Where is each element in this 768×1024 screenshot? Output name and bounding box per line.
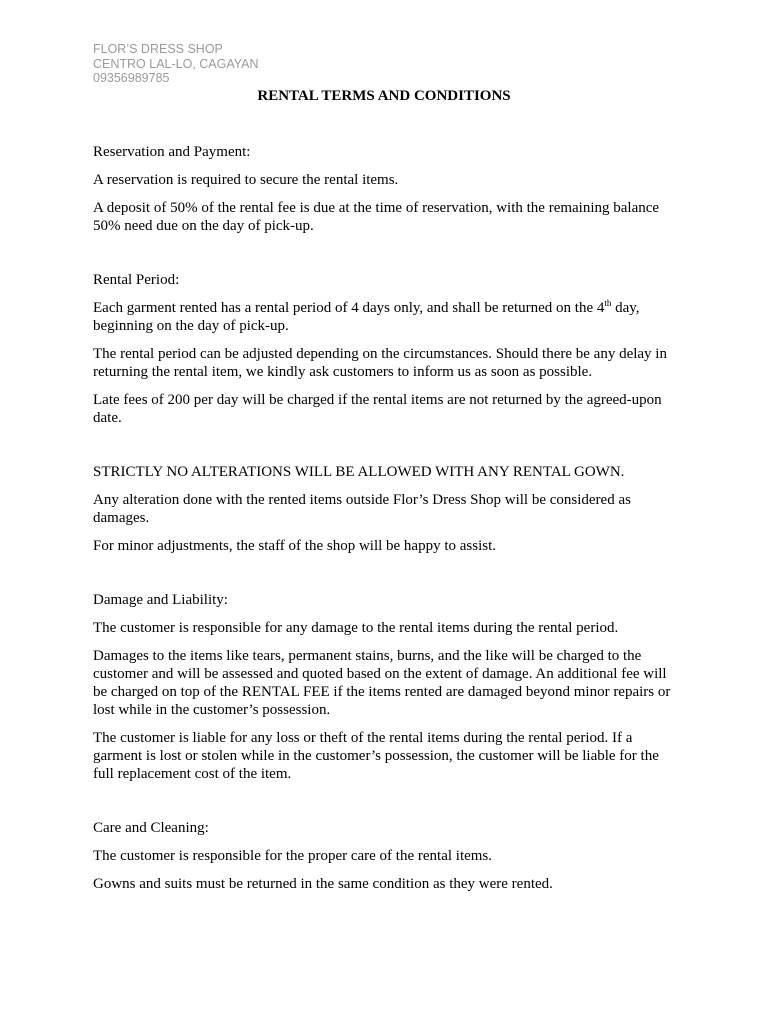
section-heading-rental-period: Rental Period: — [93, 272, 180, 288]
paragraph: The customer is responsible for any damage to the rental items during the rental period. — [93, 620, 619, 636]
section-heading-reservation: Reservation and Payment: — [93, 144, 251, 160]
shop-header — [93, 42, 259, 86]
section-heading-damage: Damage and Liability: — [93, 592, 228, 608]
paragraph: The rental period can be adjusted depending on the circumstances. Should there be any delay in returning the rental item, we kindly ask customers to inform us as soon as possible. — [93, 346, 667, 380]
shop-address: CENTRO LAL-LO, CAGAYAN — [93, 56, 259, 71]
paragraph: Gowns and suits must be returned in the same condition as they were rented. — [93, 876, 553, 892]
paragraph: A reservation is required to secure the rental items. — [93, 172, 399, 188]
section-heading-care: Care and Cleaning: — [93, 820, 209, 836]
paragraph: Late fees of 200 per day will be charged if the rental items are not returned by the agreed-upon date. — [93, 392, 662, 426]
ordinal-suffix: th — [604, 298, 612, 308]
paragraph-text: Each garment rented has a rental period of 4 days only, and shall be returned on the 4 — [93, 300, 605, 316]
paragraph: Any alteration done with the rented items outside Flor’s Dress Shop will be considered as damages. — [93, 492, 631, 526]
document-body — [93, 143, 673, 893]
paragraph: For minor adjustments, the staff of the shop will be happy to assist. — [93, 538, 497, 554]
paragraph: The customer is liable for any loss or theft of the rental items during the rental period. If a garment is lost or stolen while in the customer’s possession, the customer will be liable for the full replacement cost of the item. — [93, 730, 659, 782]
paragraph: The customer is responsible for the proper care of the rental items. — [93, 848, 493, 864]
paragraph-text: day, beginning on the day of pick-up. — [93, 300, 640, 334]
document-title: RENTAL TERMS AND CONDITIONS — [257, 88, 511, 104]
shop-phone: 09356989785 — [93, 71, 170, 85]
paragraph: A deposit of 50% of the rental fee is due at the time of reservation, with the remaining balance 50% need due on the day of pick-up. — [93, 200, 660, 234]
shop-name: FLOR’S DRESS SHOP — [93, 42, 223, 56]
paragraph: Damages to the items like tears, permanent stains, burns, and the like will be charged to the customer and will be assessed and quoted based on the extent of damage. An additional fee will be charged on top of the RENTAL FEE if the items rented are damaged beyond minor repairs or lost while in the customer’s possession. — [93, 648, 671, 718]
paragraph — [93, 299, 673, 335]
section-heading-alterations: STRICTLY NO ALTERATIONS WILL BE ALLOWED WITH ANY RENTAL GOWN. — [93, 464, 625, 480]
